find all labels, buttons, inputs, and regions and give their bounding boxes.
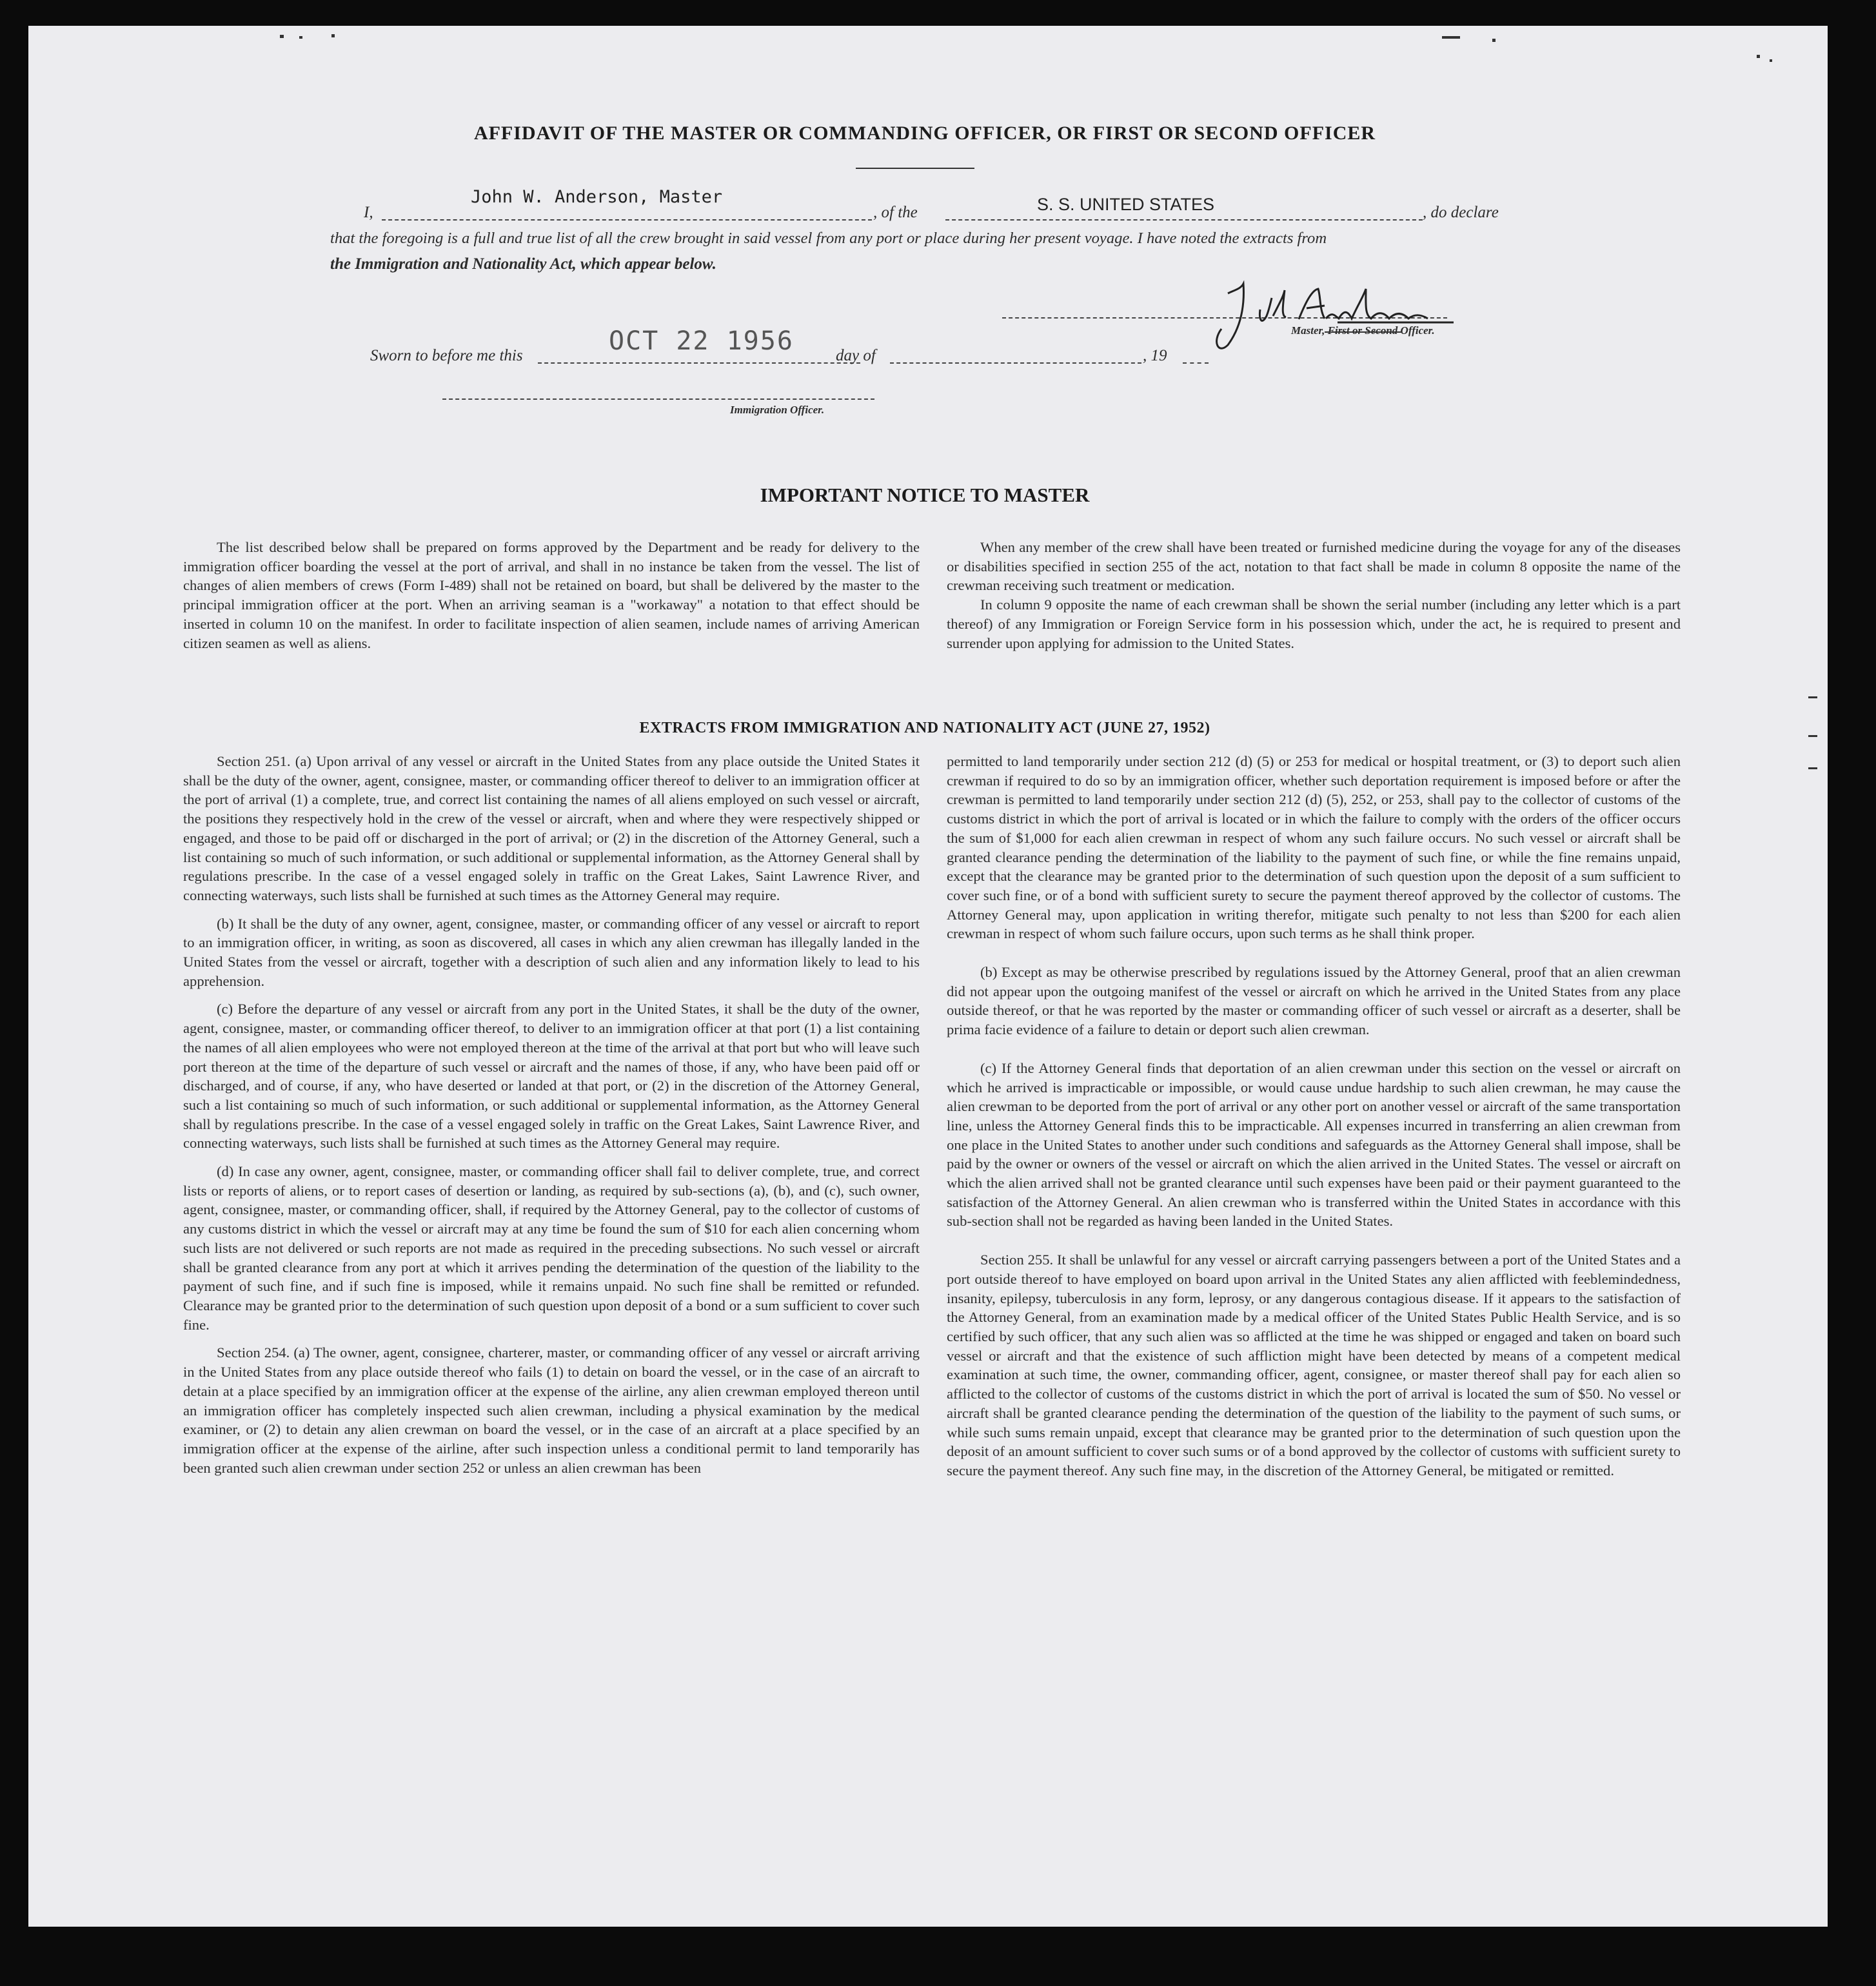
officer-signature-line bbox=[442, 398, 874, 400]
extracts-right-column bbox=[947, 752, 1681, 1480]
scan-speck bbox=[331, 34, 335, 37]
signature-image bbox=[1183, 264, 1479, 355]
scan-speck bbox=[1808, 696, 1817, 698]
extracts-left-column bbox=[183, 752, 920, 1477]
section-251-d: (d) In case any owner, agent, consignee, master, or commanding officer shall fail to deliver complete, true, and correct lists or reports of aliens, or to report cases of desertion or landing, as required by sub-sections (a), (b), and (c), such owner, agent, consignee, master, or commanding officer, shall, if required by the Attorney General, pay to the collector of customs of any customs district in which the vessel or aircraft may at any time be found the sum of $10 for each alien concerning whom such lists are not delivered or such reports are not made as required in the preceding subsections. No such vessel or aircraft shall be granted clearance from any port at which it arrives pending the determination of the question of the liability to the payment of such fine, and if such fine is imposed, while it remains unpaid. No such fine shall be remitted or refunded. Clearance may be granted prior to the determination of such question upon deposit of a bond or a sum sufficient to cover such fine. bbox=[183, 1163, 920, 1333]
year-line bbox=[1183, 362, 1209, 364]
sworn-label: Sworn to before me this bbox=[370, 347, 523, 364]
do-declare-label: , do declare bbox=[1423, 204, 1499, 221]
strikeout-line bbox=[1325, 331, 1402, 333]
section-251-b: (b) It shall be the duty of any owner, agent, consignee, master, or commanding officer of any vessel or aircraft to report to an immigration officer, in writing, as soon as discovered, all cases in which any alien crewman has illegally landed in the United States from the vessel or aircraft, together with a description of such alien and any information likely to lead to his apprehension. bbox=[183, 915, 920, 989]
section-254-b: (b) Except as may be otherwise prescribed by regulations issued by the Attorney General, proof that an alien crewman did not appear upon the outgoing manifest of the vessel or aircraft on which he arrived in the United States from any place outside thereof, or that he was reported by the master or commanding officer of such vessel or aircraft as a deserter, shall be prima facie evidence of a failure to detain or deport such alien crewman. bbox=[947, 964, 1681, 1038]
signer-title-text: Master, First or Second Officer. bbox=[1291, 324, 1435, 337]
document-page bbox=[28, 26, 1828, 1927]
scan-speck bbox=[1492, 39, 1496, 42]
section-251-a: Section 251. (a) Upon arrival of any vessel or aircraft in the United States from any place outside the United States it shall be the duty of the owner, agent, consignee, master, or commanding officer thereof to deliver to an immigration officer at the port of arrival (1) a complete, true, and correct list containing the names of all aliens employed on such vessel or aircraft, the positions they respectively hold in the crew of the vessel or aircraft, when and where they were respectively shipped or engaged, and those to be paid off or discharged in the port of arrival; or (2) in the discretion of the Attorney General, such a list containing so much of such information, or such additional or supplemental information, as the Attorney General shall by regulations prescribe. In the case of a vessel engaged solely in traffic on the Great Lakes, Saint Lawrence River, and connecting waterways, such lists shall be furnished at such times as the Attorney General may require. bbox=[183, 753, 920, 903]
title-underline bbox=[856, 168, 974, 169]
i-label: I, bbox=[364, 204, 373, 221]
scan-speck bbox=[299, 36, 302, 39]
affidavit-title: AFFIDAVIT OF THE MASTER OR COMMANDING OFFICER, OR FIRST OR SECOND OFFICER bbox=[473, 123, 1376, 144]
notice-left-column bbox=[183, 538, 920, 653]
section-254-a: Section 254. (a) The owner, agent, consignee, charterer, master, or commanding officer of any vessel or aircraft arriving in the United States from any place outside thereof who fails (1) to detain on board the vessel, or in the case of an aircraft to detain at a place specified by an immigration officer at the expense of the airline, any alien crewman employed thereon until an immigration officer has completely inspected such alien crewman, including a physical examination by the medical examiner, or (2) to detain any alien crewman on board the vessel, or in the case of an aircraft at a place specified by an immigration officer at the expense of the airline, after such inspection unless a conditional permit to land temporarily has been granted such alien crewman under section 252 or unless an alien crewman has been bbox=[183, 1344, 920, 1476]
notice-right-paragraph-2: In column 9 opposite the name of each crewman shall be shown the serial number (including any letter which is a part thereof) of any Immigration or Foreign Service form in his possession which, under the act, he is required to present and surrender upon applying for admission to the United States. bbox=[947, 596, 1681, 651]
notice-left-paragraph: The list described below shall be prepared on forms approved by the Department and be ready for delivery to the immigration officer boarding the vessel at the port of arrival, and shall in no instance be taken from the vessel. The list of changes of alien members of crews (Form I-489) shall not be retained on board, but shall be delivered by the master to the principal immigration officer at the port. When an arriving seaman is a "workaway" a notation to that effect should be inserted in column 10 on the manifest. In order to facilitate inspection of alien seamen, include names of arriving American citizen seamen as well as aliens. bbox=[183, 539, 920, 651]
notice-right-column bbox=[947, 538, 1681, 653]
scan-speck bbox=[1757, 55, 1760, 58]
scan-speck bbox=[1770, 59, 1772, 62]
notice-right-paragraph-1: When any member of the crew shall have been treated or furnished medicine during the voyage for any of the diseases or disabilities specified in section 255 of the act, notation to that fact shall be made in column 8 opposite the name of the crewman receiving such treatment or medication. bbox=[947, 539, 1681, 594]
section-254-a-continued: permitted to land temporarily under section 212 (d) (5) or 253 for medical or hospital treatment, or (3) to deport such alien crewman if required to do so by an immigration officer, whether such deportation requirement is imposed before or after the crewman is permitted to land temporarily under section 212 (d) (5), 252, or 253, shall pay to the collector of customs of the customs district in which the port of arrival is located or in which the failure to comply with the orders of the officer occurs the sum of $1,000 for each alien crewman in respect of whom any such failure occurs. No such vessel or aircraft shall be granted clearance pending the determination of the liability to the payment of such fine, or while the fine remains unpaid, except that the clearance may be granted prior to the determination of such question upon the deposit of a sum sufficient to cover such fine, or of a bond with sufficient surety to secure the payment thereof approved by the collector of customs. The Attorney General may, upon application in writing therefor, mitigate such penalty to not less than $200 for each alien crewman in respect of whom such failure occurs, upon such terms as he shall think proper. bbox=[947, 753, 1681, 942]
scan-speck bbox=[1808, 767, 1817, 769]
vessel-line bbox=[945, 219, 1423, 221]
scan-speck bbox=[280, 35, 284, 38]
signer-title-label bbox=[1291, 324, 1435, 337]
vessel-name-value: S. S. UNITED STATES bbox=[1037, 195, 1215, 214]
notice-title: IMPORTANT NOTICE TO MASTER bbox=[760, 484, 1090, 506]
day-of-label: day of bbox=[836, 347, 876, 364]
section-255: Section 255. It shall be unlawful for any vessel or aircraft carrying passengers between a port of the United States and a port outside thereof to have employed on board upon arrival in the United States any alien afflicted with feeblemindedness, insanity, epilepsy, tuberculosis in any form, leprosy, or any dangerous contagious disease. If it appears to the satisfaction of the Attorney General, from an examination made by a medical officer of the United States Public Health Service, and is so certified by such officer, that any such alien was so afflicted at the time he was shipped or engaged and taken on board such vessel or aircraft and that the existence of such affliction might have been detected by means of a competent medical examination at such time, the owner, commanding officer, agent, consignee, or master thereof shall pay for each alien so afflicted to the collector of customs of the customs district in which the port of arrival is located the sum of $50. No vessel or aircraft shall be granted clearance pending the determination of the question of the liability to the payment of such sums, or while such sums remain unpaid, except that clearance may be granted prior to the determination of such question upon the deposit of an amount sufficient to cover such sums or of a bond approved by the collector of customs with sufficient surety to secure the payment thereof. Any such fine may, in the discretion of the Attorney General, be mitigated or remitted. bbox=[947, 1252, 1681, 1479]
extracts-title: EXTRACTS FROM IMMIGRATION AND NATIONALITY ACT (JUNE 27, 1952) bbox=[639, 720, 1210, 736]
section-254-c: (c) If the Attorney General finds that deportation of an alien crewman under this section on the vessel or aircraft on which he arrived is impracticable or impossible, or would cause undue hardship to such alien crewman, he may cause the alien crewman to be deported from the port of arrival or any other port on another vessel or aircraft of the same transportation line, unless the Attorney General finds this to be impracticable. All expenses incurred in transferring an alien crewman from one place in the United States to another under such conditions and safeguards as the Attorney General shall impose, shall be paid by the owner or owners of the vessel or aircraft on which the alien arrived in the United States. The vessel or aircraft on which the alien arrived shall not be granted clearance until such expenses have been paid or their payment guaranteed to the satisfaction of the Attorney General. An alien crewman who is transferred within the United States in accordance with this sub-section shall not be regarded as having been landed in the United States. bbox=[947, 1059, 1681, 1230]
scan-speck bbox=[1808, 735, 1817, 737]
of-the-label: , of the bbox=[873, 204, 918, 221]
master-name-value: John W. Anderson, Master bbox=[471, 187, 723, 207]
section-251-c: (c) Before the departure of any vessel or aircraft from any port in the United States, it shall be the duty of the owner, agent, consignee, master, or commanding officer thereof, to deliver to an immigration officer at that port (1) a list containing the names of all alien employees who were not employed thereon at the time of the arrival at that port but who will leave such port thereon at the time of the departure of such vessel or aircraft and the names of those, if any, who have been paid off or discharged, and of course, if any, who have deserted or landed at that port, or (2) in the discretion of the Attorney General, such a list containing so much of such information, or such additional or supplemental information, as the Attorney General shall by regulations prescribe. In the case of a vessel engaged solely in traffic on the Great Lakes, Saint Lawrence River, and connecting waterways, such lists shall be furnished at such times as the Attorney General may require. bbox=[183, 1001, 920, 1152]
year-label: , 19 bbox=[1143, 347, 1167, 364]
statement-line-1: that the foregoing is a full and true list of all the crew brought in said vessel from any port or place during her present voyage. I have noted the extracts from bbox=[330, 230, 1327, 247]
date-stamp: OCT 22 1956 bbox=[609, 326, 794, 356]
immigration-officer-label: Immigration Officer. bbox=[730, 404, 825, 416]
sworn-date-line bbox=[538, 362, 860, 364]
month-line bbox=[890, 362, 1141, 364]
scan-speck bbox=[1442, 36, 1460, 39]
statement-line-2: the Immigration and Nationality Act, which appear below. bbox=[330, 255, 716, 273]
name-line bbox=[382, 219, 872, 221]
